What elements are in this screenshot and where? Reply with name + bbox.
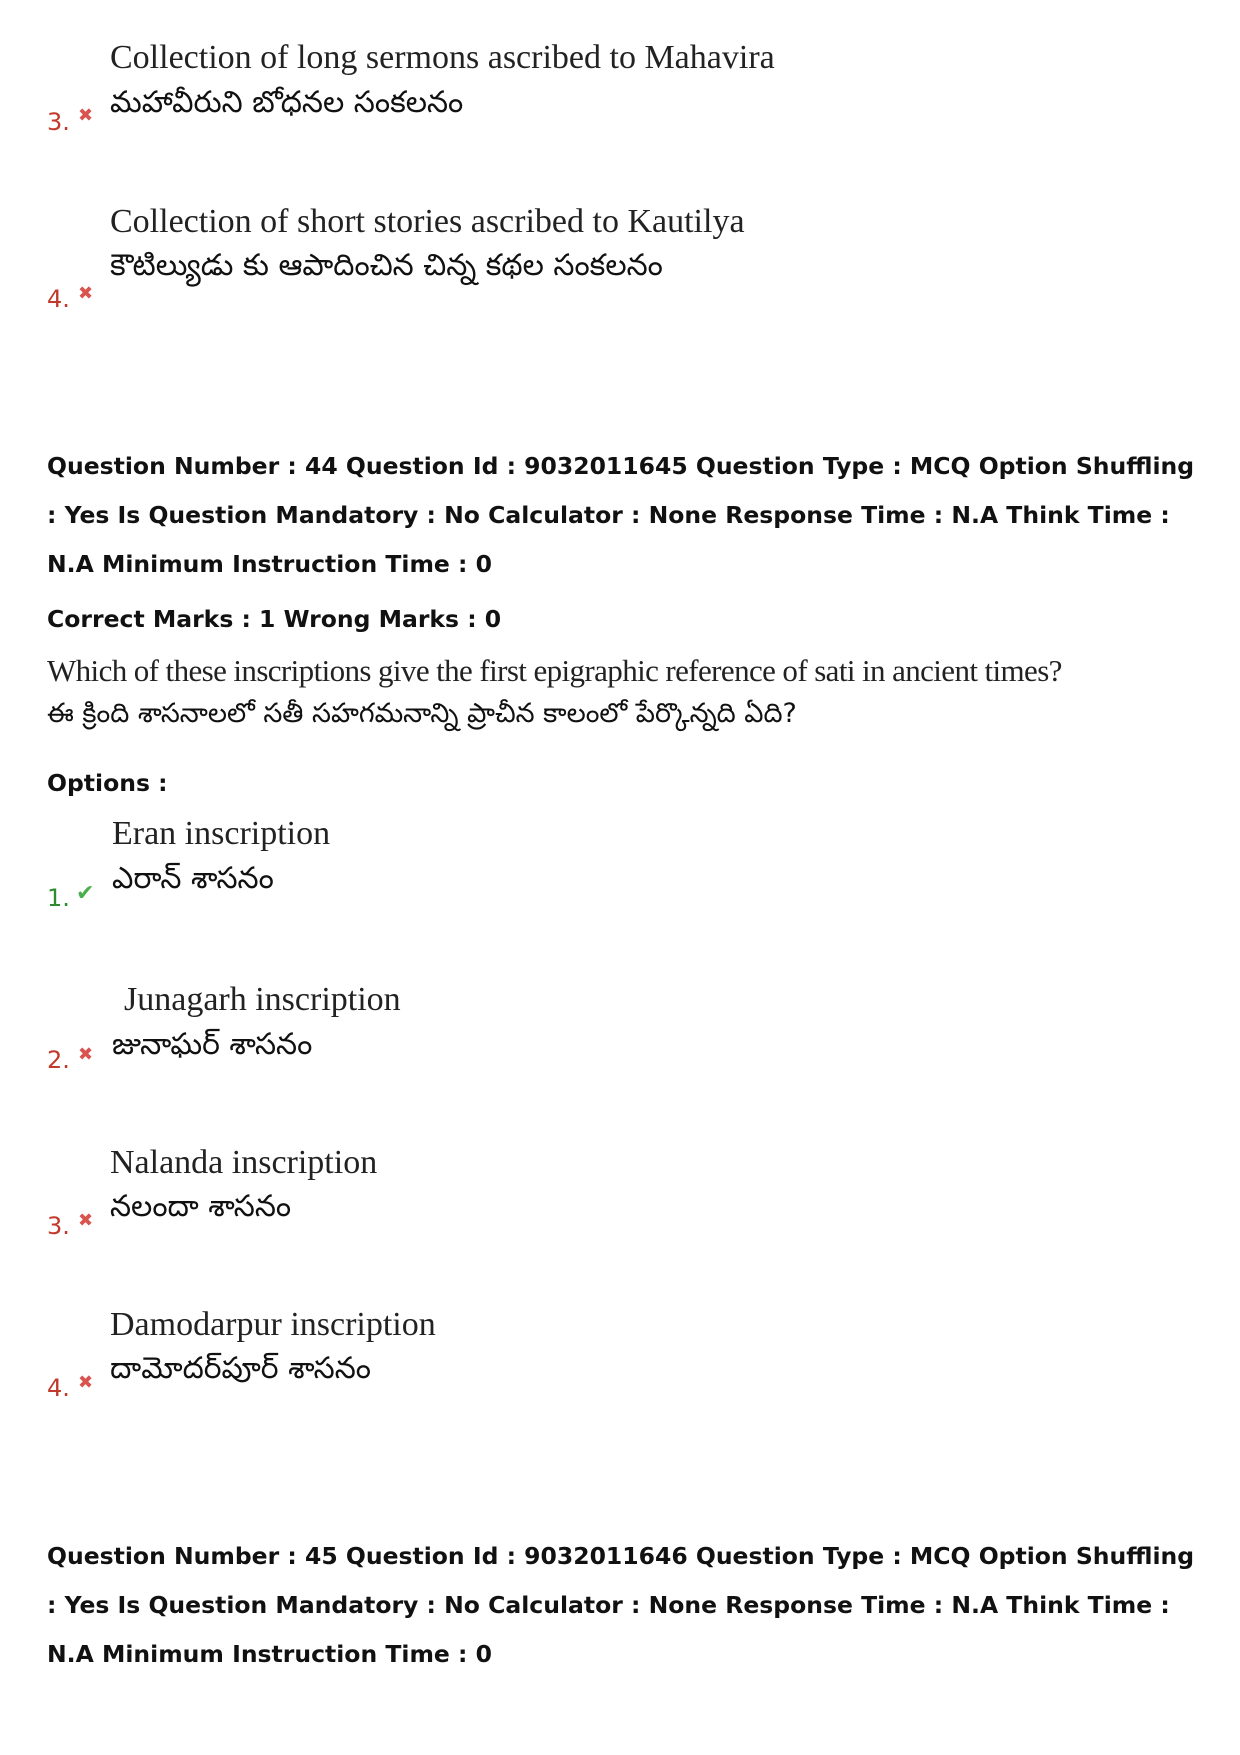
option-1-number: 1. [47, 884, 70, 912]
cross-icon: ✖ [78, 1372, 94, 1393]
prev-option-3-number: 3. [47, 108, 70, 136]
option-2-number: 2. [47, 1046, 70, 1074]
prev-option-4-telugu: కౌటిల్యుడు కు ఆపాదించిన చిన్న కథల సంకలనం [110, 248, 663, 283]
option-4-number: 4. [47, 1374, 70, 1402]
cross-icon: ✖ [78, 1044, 94, 1065]
option-2-english: Junagarh inscription [124, 981, 401, 1018]
prev-option-4-english: Collection of short stories ascribed to Kautilya [110, 203, 745, 240]
option-2-telugu: జునాఘర్ శాసనం [112, 1027, 313, 1062]
prev-option-3-english: Collection of long sermons ascribed to Mahavira [110, 39, 775, 76]
check-icon: ✔ [76, 881, 95, 906]
question-44-text-telugu: ఈ క్రింది శాసనాలలో సతీ సహగమనాన్ని ప్రాచీన కాలంలో పేర్కొన్నది ఏది? [47, 698, 797, 729]
question-44-meta: Question Number : 44 Question Id : 9032011645 Question Type : MCQ Option Shuffling : Yes Is Question Mandatory : No Calculator : None Response Time : N.A Think Time : N.A Minimum Instruction Time : 0 [47, 452, 1195, 578]
option-1-english: Eran inscription [112, 815, 331, 852]
option-1-telugu: ఎరాన్ శాసనం [112, 861, 274, 896]
option-4-telugu: దామోదర్‌పూర్ శాసనం [110, 1351, 371, 1386]
cross-icon: ✖ [78, 283, 94, 304]
question-44-marks: Correct Marks : 1 Wrong Marks : 0 [47, 605, 502, 633]
option-4-english: Damodarpur inscription [110, 1306, 436, 1343]
option-3-telugu: నలందా శాసనం [110, 1189, 292, 1224]
question-44-text-english: Which of these inscriptions give the first epigraphic reference of sati in ancient times? [47, 653, 1062, 688]
option-3-number: 3. [47, 1212, 70, 1240]
question-45-meta: Question Number : 45 Question Id : 9032011646 Question Type : MCQ Option Shuffling : Yes Is Question Mandatory : No Calculator : None Response Time : N.A Think Time : N.A Minimum Instruction Time : 0 [47, 1542, 1195, 1668]
cross-icon: ✖ [78, 1210, 94, 1231]
option-3-english: Nalanda inscription [110, 1144, 378, 1181]
prev-option-3-telugu: మహావీరుని బోధనల సంకలనం [110, 85, 464, 120]
prev-option-4-number: 4. [47, 285, 70, 313]
options-label: Options : [47, 769, 168, 797]
cross-icon: ✖ [78, 105, 94, 126]
